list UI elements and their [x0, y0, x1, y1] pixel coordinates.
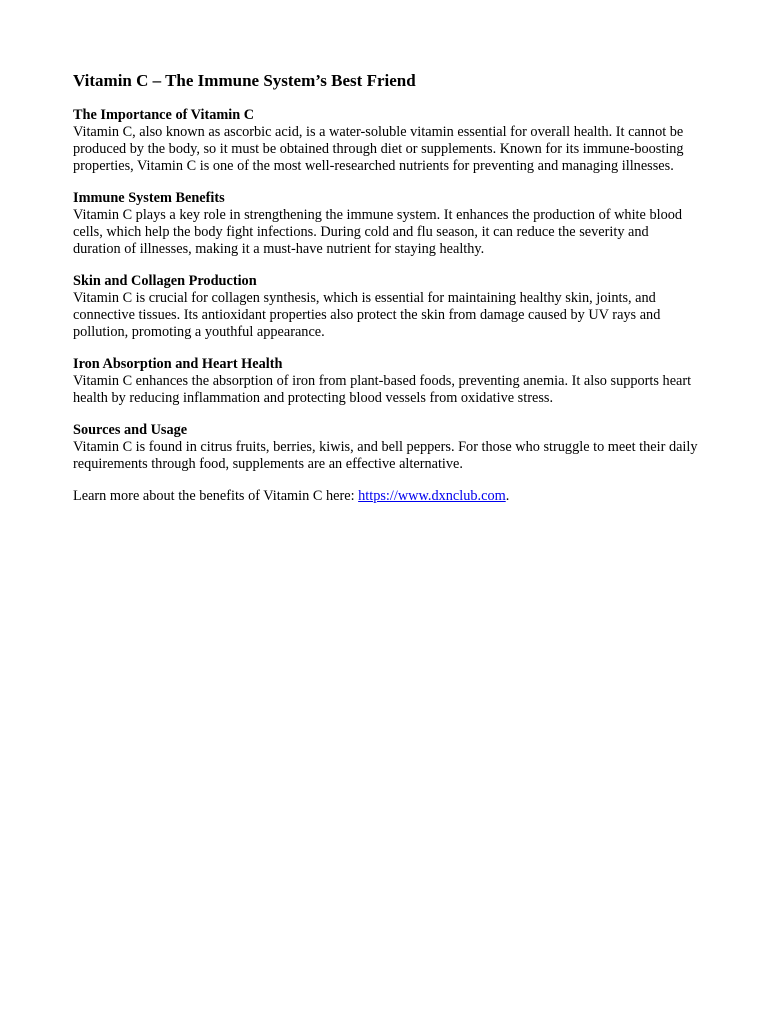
- section-iron-heart: [73, 356, 698, 407]
- section-body: Vitamin C plays a key role in strengthening the immune system. It enhances the production of white blood cells, which help the body fight infections. During cold and flu season, it can reduce the severity and duration of illnesses, making it a must-have nutrient for staying healthy.: [73, 207, 683, 257]
- document-title: Vitamin C – The Immune System’s Best Friend: [73, 71, 416, 90]
- section-body: Vitamin C, also known as ascorbic acid, is a water-soluble vitamin essential for overall health. It cannot be produced by the body, so it must be obtained through diet or supplements. Known for its immune-boosting properties, Vitamin C is one of the most well-researched nutrients for preventing and managing illnesses.: [73, 124, 684, 174]
- section-heading: Immune System Benefits: [73, 190, 225, 206]
- closing-trailing: .: [505, 488, 510, 504]
- section-body: Vitamin C enhances the absorption of iron from plant-based foods, preventing anemia. It also supports heart health by reducing inflammation and protecting blood vessels from oxidative stress.: [73, 373, 692, 406]
- section-body: Vitamin C is crucial for collagen synthesis, which is essential for maintaining healthy skin, joints, and connective tissues. Its antioxidant properties also protect the skin from damage caused by UV rays and pollution, promoting a youthful appearance.: [73, 290, 661, 340]
- closing-paragraph: [73, 488, 698, 505]
- section-heading: Iron Absorption and Heart Health: [73, 356, 283, 372]
- document-page: [73, 70, 698, 505]
- section-body: Vitamin C is found in citrus fruits, berries, kiwis, and bell peppers. For those who struggle to meet their daily requirements through food, supplements are an effective alternative.: [73, 439, 698, 472]
- section-heading: Skin and Collagen Production: [73, 273, 257, 289]
- closing-text: Learn more about the benefits of Vitamin C here:: [73, 488, 359, 504]
- section-heading: Sources and Usage: [73, 422, 188, 438]
- section-sources-usage: [73, 422, 698, 473]
- section-importance: [73, 107, 698, 175]
- section-heading: The Importance of Vitamin C: [73, 107, 255, 123]
- section-immune-benefits: [73, 190, 698, 258]
- dxnclub-link[interactable]: https://www.dxnclub.com: [358, 488, 506, 504]
- section-skin-collagen: [73, 273, 698, 341]
